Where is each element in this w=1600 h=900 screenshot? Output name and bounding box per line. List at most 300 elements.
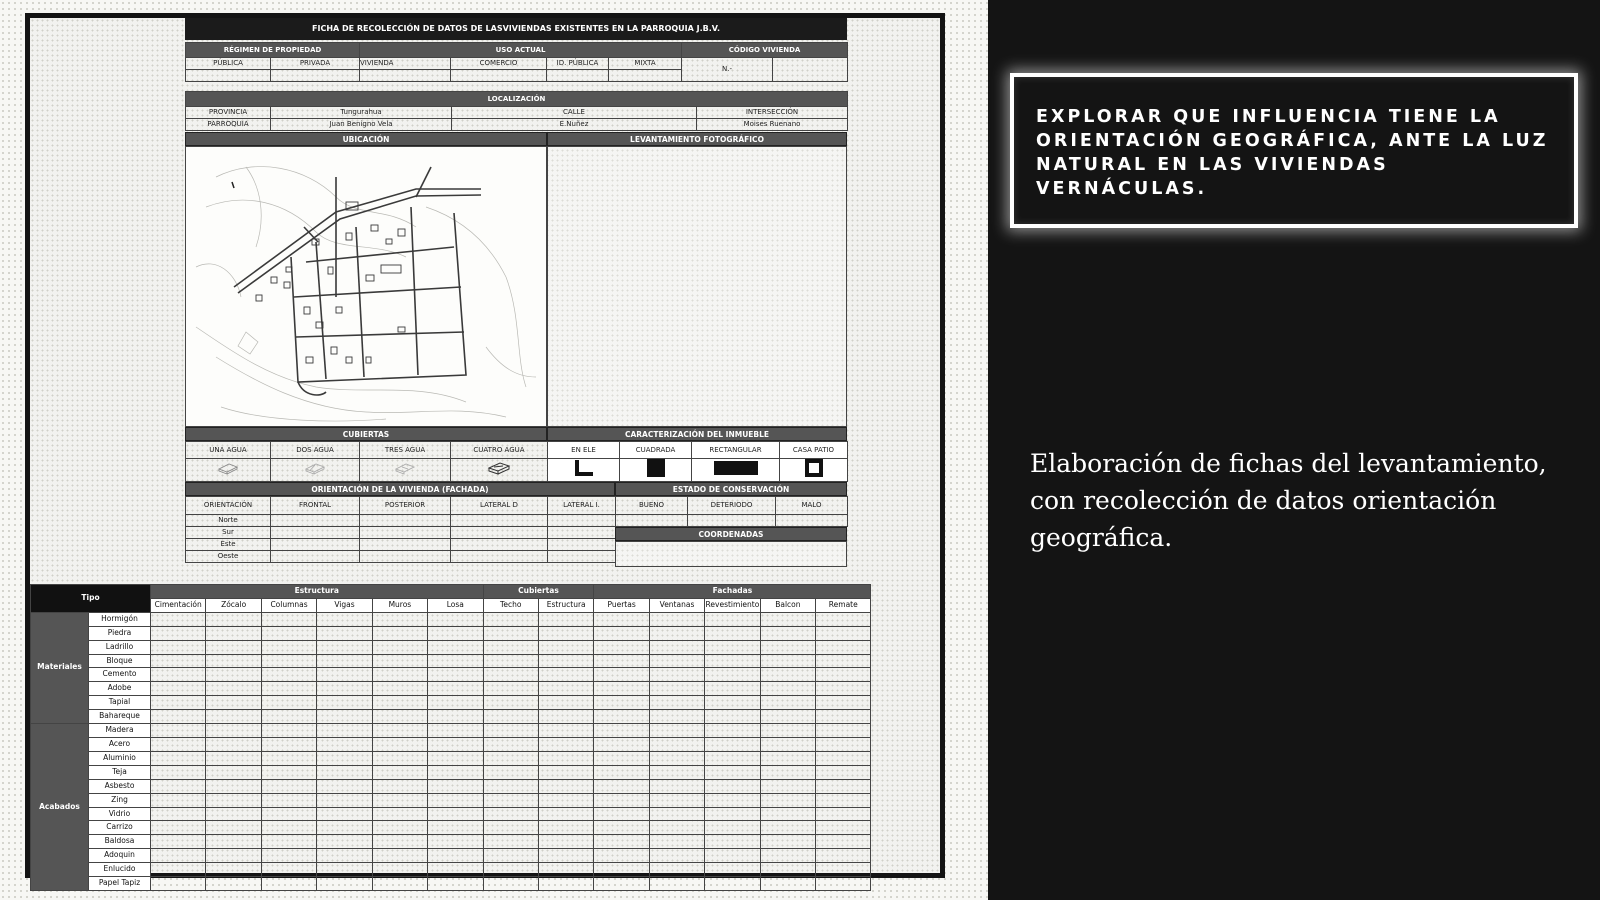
material-cell[interactable] [760, 737, 815, 751]
material-cell[interactable] [317, 612, 372, 626]
material-cell[interactable] [372, 682, 427, 696]
material-cell[interactable] [816, 654, 871, 668]
material-cell[interactable] [538, 849, 593, 863]
material-cell[interactable] [649, 612, 704, 626]
material-cell[interactable] [705, 835, 760, 849]
material-cell[interactable] [151, 710, 206, 724]
cubierta-dos-agua-option[interactable] [271, 459, 360, 482]
material-cell[interactable] [151, 863, 206, 877]
regimen-privada[interactable]: PRIVADA [271, 58, 360, 70]
material-cell[interactable] [206, 668, 261, 682]
orientacion-cell[interactable] [548, 551, 616, 563]
material-cell[interactable] [649, 807, 704, 821]
orientacion-cell[interactable] [360, 551, 451, 563]
material-cell[interactable] [538, 765, 593, 779]
material-cell[interactable] [261, 877, 316, 891]
material-cell[interactable] [538, 640, 593, 654]
material-cell[interactable] [538, 682, 593, 696]
material-cell[interactable] [428, 779, 483, 793]
material-cell[interactable] [483, 640, 538, 654]
material-cell[interactable] [705, 668, 760, 682]
uso-mixta-check[interactable] [609, 70, 682, 82]
orientacion-cell[interactable] [271, 551, 360, 563]
orientacion-cell[interactable] [360, 515, 451, 527]
material-cell[interactable] [760, 779, 815, 793]
orientacion-cell[interactable] [451, 539, 548, 551]
material-cell[interactable] [206, 821, 261, 835]
material-cell[interactable] [816, 710, 871, 724]
material-cell[interactable] [816, 668, 871, 682]
material-cell[interactable] [538, 654, 593, 668]
material-cell[interactable] [538, 612, 593, 626]
material-cell[interactable] [151, 696, 206, 710]
material-cell[interactable] [261, 793, 316, 807]
material-cell[interactable] [594, 807, 649, 821]
parroquia-value[interactable]: Juan Benigno Vela [271, 119, 452, 131]
material-cell[interactable] [538, 751, 593, 765]
material-cell[interactable] [705, 737, 760, 751]
material-cell[interactable] [428, 682, 483, 696]
material-cell[interactable] [428, 877, 483, 891]
material-cell[interactable] [372, 696, 427, 710]
material-cell[interactable] [649, 793, 704, 807]
material-cell[interactable] [538, 696, 593, 710]
material-cell[interactable] [594, 696, 649, 710]
material-cell[interactable] [428, 793, 483, 807]
material-cell[interactable] [261, 807, 316, 821]
material-cell[interactable] [538, 626, 593, 640]
material-cell[interactable] [538, 835, 593, 849]
provincia-value[interactable]: Tungurahua [271, 107, 452, 119]
orientacion-cell[interactable] [451, 551, 548, 563]
material-cell[interactable] [372, 612, 427, 626]
material-cell[interactable] [594, 654, 649, 668]
material-cell[interactable] [594, 849, 649, 863]
material-cell[interactable] [428, 724, 483, 738]
material-cell[interactable] [372, 877, 427, 891]
material-cell[interactable] [206, 696, 261, 710]
material-cell[interactable] [594, 835, 649, 849]
material-cell[interactable] [705, 696, 760, 710]
material-cell[interactable] [151, 626, 206, 640]
orientacion-cell[interactable] [451, 527, 548, 539]
material-cell[interactable] [206, 849, 261, 863]
material-cell[interactable] [649, 724, 704, 738]
material-cell[interactable] [261, 765, 316, 779]
interseccion-value[interactable]: Moises Ruenano [697, 119, 848, 131]
material-cell[interactable] [705, 765, 760, 779]
uso-comercio-check[interactable] [451, 70, 547, 82]
material-cell[interactable] [594, 640, 649, 654]
material-cell[interactable] [649, 737, 704, 751]
material-cell[interactable] [261, 626, 316, 640]
material-cell[interactable] [151, 779, 206, 793]
material-cell[interactable] [483, 835, 538, 849]
material-cell[interactable] [816, 779, 871, 793]
material-cell[interactable] [206, 807, 261, 821]
material-cell[interactable] [649, 849, 704, 863]
material-cell[interactable] [760, 751, 815, 765]
material-cell[interactable] [483, 626, 538, 640]
material-cell[interactable] [705, 821, 760, 835]
material-cell[interactable] [317, 835, 372, 849]
material-cell[interactable] [206, 654, 261, 668]
material-cell[interactable] [428, 807, 483, 821]
material-cell[interactable] [594, 751, 649, 765]
material-cell[interactable] [760, 612, 815, 626]
material-cell[interactable] [816, 877, 871, 891]
material-cell[interactable] [483, 654, 538, 668]
material-cell[interactable] [760, 626, 815, 640]
orientacion-cell[interactable] [548, 539, 616, 551]
material-cell[interactable] [261, 849, 316, 863]
material-cell[interactable] [538, 863, 593, 877]
material-cell[interactable] [705, 793, 760, 807]
material-cell[interactable] [261, 835, 316, 849]
material-cell[interactable] [317, 696, 372, 710]
orientacion-cell[interactable] [451, 515, 548, 527]
material-cell[interactable] [649, 710, 704, 724]
conservacion-bueno[interactable]: BUENO [616, 497, 688, 515]
conservacion-deteriodo[interactable]: DETERIODO [688, 497, 776, 515]
conservacion-malo-check[interactable] [776, 515, 848, 527]
orientacion-cell[interactable] [271, 527, 360, 539]
material-cell[interactable] [760, 654, 815, 668]
material-cell[interactable] [649, 654, 704, 668]
material-cell[interactable] [206, 682, 261, 696]
material-cell[interactable] [261, 640, 316, 654]
material-cell[interactable] [760, 793, 815, 807]
material-cell[interactable] [649, 779, 704, 793]
material-cell[interactable] [428, 821, 483, 835]
material-cell[interactable] [372, 626, 427, 640]
material-cell[interactable] [151, 654, 206, 668]
material-cell[interactable] [705, 612, 760, 626]
material-cell[interactable] [816, 737, 871, 751]
material-cell[interactable] [151, 612, 206, 626]
material-cell[interactable] [649, 751, 704, 765]
material-cell[interactable] [816, 751, 871, 765]
material-cell[interactable] [538, 737, 593, 751]
material-cell[interactable] [151, 668, 206, 682]
conservacion-bueno-check[interactable] [616, 515, 688, 527]
photo-placeholder[interactable] [547, 146, 847, 427]
material-cell[interactable] [649, 835, 704, 849]
material-cell[interactable] [428, 737, 483, 751]
material-cell[interactable] [483, 751, 538, 765]
material-cell[interactable] [816, 793, 871, 807]
material-cell[interactable] [760, 835, 815, 849]
material-cell[interactable] [594, 626, 649, 640]
material-cell[interactable] [428, 612, 483, 626]
material-cell[interactable] [261, 654, 316, 668]
material-cell[interactable] [705, 640, 760, 654]
coordenadas-field[interactable] [615, 541, 847, 567]
material-cell[interactable] [649, 863, 704, 877]
material-cell[interactable] [538, 807, 593, 821]
uso-id-publica[interactable]: ID. PÚBLICA [547, 58, 609, 70]
material-cell[interactable] [151, 807, 206, 821]
material-cell[interactable] [428, 710, 483, 724]
material-cell[interactable] [261, 751, 316, 765]
material-cell[interactable] [317, 863, 372, 877]
material-cell[interactable] [261, 737, 316, 751]
material-cell[interactable] [705, 863, 760, 877]
material-cell[interactable] [151, 724, 206, 738]
material-cell[interactable] [428, 835, 483, 849]
material-cell[interactable] [594, 682, 649, 696]
material-cell[interactable] [816, 821, 871, 835]
material-cell[interactable] [206, 640, 261, 654]
material-cell[interactable] [206, 737, 261, 751]
regimen-publica-check[interactable] [186, 70, 271, 82]
material-cell[interactable] [372, 737, 427, 751]
material-cell[interactable] [594, 710, 649, 724]
material-cell[interactable] [816, 640, 871, 654]
cubierta-una-agua-option[interactable] [186, 459, 271, 482]
material-cell[interactable] [649, 640, 704, 654]
material-cell[interactable] [760, 821, 815, 835]
material-cell[interactable] [261, 668, 316, 682]
material-cell[interactable] [261, 682, 316, 696]
material-cell[interactable] [816, 765, 871, 779]
orientacion-cell[interactable] [271, 539, 360, 551]
material-cell[interactable] [317, 793, 372, 807]
material-cell[interactable] [206, 612, 261, 626]
material-cell[interactable] [317, 877, 372, 891]
material-cell[interactable] [151, 737, 206, 751]
material-cell[interactable] [483, 779, 538, 793]
orientacion-cell[interactable] [548, 515, 616, 527]
material-cell[interactable] [372, 751, 427, 765]
material-cell[interactable] [705, 751, 760, 765]
conservacion-malo[interactable]: MALO [776, 497, 848, 515]
material-cell[interactable] [372, 710, 427, 724]
material-cell[interactable] [816, 724, 871, 738]
material-cell[interactable] [816, 835, 871, 849]
material-cell[interactable] [760, 640, 815, 654]
material-cell[interactable] [261, 696, 316, 710]
material-cell[interactable] [705, 710, 760, 724]
material-cell[interactable] [206, 765, 261, 779]
material-cell[interactable] [151, 682, 206, 696]
material-cell[interactable] [594, 668, 649, 682]
forma-rectangular-option[interactable] [692, 459, 780, 482]
material-cell[interactable] [649, 821, 704, 835]
material-cell[interactable] [816, 612, 871, 626]
material-cell[interactable] [816, 849, 871, 863]
material-cell[interactable] [483, 710, 538, 724]
material-cell[interactable] [372, 724, 427, 738]
material-cell[interactable] [372, 779, 427, 793]
material-cell[interactable] [317, 654, 372, 668]
material-cell[interactable] [705, 877, 760, 891]
material-cell[interactable] [372, 640, 427, 654]
material-cell[interactable] [705, 724, 760, 738]
uso-comercio[interactable]: COMERCIO [451, 58, 547, 70]
material-cell[interactable] [483, 793, 538, 807]
material-cell[interactable] [317, 668, 372, 682]
material-cell[interactable] [372, 821, 427, 835]
material-cell[interactable] [372, 807, 427, 821]
cubierta-tres-agua-option[interactable] [360, 459, 451, 482]
material-cell[interactable] [594, 724, 649, 738]
material-cell[interactable] [261, 710, 316, 724]
material-cell[interactable] [594, 612, 649, 626]
material-cell[interactable] [594, 765, 649, 779]
material-cell[interactable] [317, 849, 372, 863]
material-cell[interactable] [483, 612, 538, 626]
material-cell[interactable] [261, 779, 316, 793]
material-cell[interactable] [538, 668, 593, 682]
material-cell[interactable] [705, 682, 760, 696]
material-cell[interactable] [261, 821, 316, 835]
material-cell[interactable] [428, 751, 483, 765]
material-cell[interactable] [317, 779, 372, 793]
material-cell[interactable] [649, 765, 704, 779]
material-cell[interactable] [317, 640, 372, 654]
material-cell[interactable] [428, 626, 483, 640]
codigo-empty-cell[interactable] [773, 58, 848, 82]
material-cell[interactable] [483, 682, 538, 696]
material-cell[interactable] [428, 863, 483, 877]
orientacion-cell[interactable] [360, 539, 451, 551]
material-cell[interactable] [483, 849, 538, 863]
material-cell[interactable] [206, 779, 261, 793]
material-cell[interactable] [538, 724, 593, 738]
material-cell[interactable] [483, 807, 538, 821]
material-cell[interactable] [705, 849, 760, 863]
material-cell[interactable] [594, 737, 649, 751]
regimen-publica[interactable]: PÚBLICA [186, 58, 271, 70]
material-cell[interactable] [206, 863, 261, 877]
material-cell[interactable] [317, 821, 372, 835]
material-cell[interactable] [705, 654, 760, 668]
material-cell[interactable] [206, 835, 261, 849]
material-cell[interactable] [760, 668, 815, 682]
material-cell[interactable] [705, 626, 760, 640]
forma-cuadrada-option[interactable] [620, 459, 692, 482]
material-cell[interactable] [816, 626, 871, 640]
material-cell[interactable] [649, 682, 704, 696]
material-cell[interactable] [649, 696, 704, 710]
material-cell[interactable] [538, 710, 593, 724]
material-cell[interactable] [483, 724, 538, 738]
material-cell[interactable] [816, 863, 871, 877]
material-cell[interactable] [317, 710, 372, 724]
cubierta-cuatro-agua-option[interactable] [451, 459, 548, 482]
material-cell[interactable] [372, 835, 427, 849]
material-cell[interactable] [760, 724, 815, 738]
material-cell[interactable] [372, 668, 427, 682]
material-cell[interactable] [760, 765, 815, 779]
material-cell[interactable] [649, 626, 704, 640]
material-cell[interactable] [151, 765, 206, 779]
material-cell[interactable] [317, 751, 372, 765]
material-cell[interactable] [151, 849, 206, 863]
calle-value[interactable]: E.Nuñez [452, 119, 697, 131]
orientacion-cell[interactable] [271, 515, 360, 527]
material-cell[interactable] [760, 849, 815, 863]
material-cell[interactable] [428, 668, 483, 682]
material-cell[interactable] [317, 807, 372, 821]
material-cell[interactable] [760, 682, 815, 696]
material-cell[interactable] [206, 877, 261, 891]
forma-en-ele-option[interactable] [548, 459, 620, 482]
material-cell[interactable] [816, 682, 871, 696]
orientacion-cell[interactable] [548, 527, 616, 539]
material-cell[interactable] [483, 765, 538, 779]
material-cell[interactable] [483, 737, 538, 751]
material-cell[interactable] [705, 807, 760, 821]
material-cell[interactable] [372, 765, 427, 779]
material-cell[interactable] [151, 835, 206, 849]
material-cell[interactable] [372, 793, 427, 807]
forma-casa-patio-option[interactable] [780, 459, 848, 482]
uso-mixta[interactable]: MIXTA [609, 58, 682, 70]
material-cell[interactable] [816, 807, 871, 821]
material-cell[interactable] [151, 793, 206, 807]
uso-vivienda[interactable]: VIVIENDA [360, 58, 451, 70]
material-cell[interactable] [206, 751, 261, 765]
material-cell[interactable] [206, 793, 261, 807]
material-cell[interactable] [206, 626, 261, 640]
material-cell[interactable] [317, 765, 372, 779]
material-cell[interactable] [372, 654, 427, 668]
material-cell[interactable] [428, 640, 483, 654]
material-cell[interactable] [206, 710, 261, 724]
conservacion-deteriodo-check[interactable] [688, 515, 776, 527]
material-cell[interactable] [649, 877, 704, 891]
material-cell[interactable] [594, 779, 649, 793]
material-cell[interactable] [594, 877, 649, 891]
material-cell[interactable] [594, 863, 649, 877]
material-cell[interactable] [206, 724, 261, 738]
material-cell[interactable] [760, 877, 815, 891]
material-cell[interactable] [261, 863, 316, 877]
material-cell[interactable] [594, 821, 649, 835]
material-cell[interactable] [483, 863, 538, 877]
material-cell[interactable] [760, 807, 815, 821]
material-cell[interactable] [538, 779, 593, 793]
material-cell[interactable] [760, 696, 815, 710]
material-cell[interactable] [317, 626, 372, 640]
material-cell[interactable] [261, 724, 316, 738]
material-cell[interactable] [317, 737, 372, 751]
material-cell[interactable] [760, 863, 815, 877]
material-cell[interactable] [538, 877, 593, 891]
material-cell[interactable] [317, 682, 372, 696]
material-cell[interactable] [538, 821, 593, 835]
material-cell[interactable] [428, 765, 483, 779]
material-cell[interactable] [483, 821, 538, 835]
material-cell[interactable] [483, 696, 538, 710]
material-cell[interactable] [428, 696, 483, 710]
codigo-value[interactable]: N.- [682, 58, 773, 82]
material-cell[interactable] [816, 696, 871, 710]
material-cell[interactable] [151, 877, 206, 891]
material-cell[interactable] [151, 751, 206, 765]
material-cell[interactable] [760, 710, 815, 724]
material-cell[interactable] [538, 793, 593, 807]
material-cell[interactable] [428, 849, 483, 863]
orientacion-cell[interactable] [360, 527, 451, 539]
regimen-privada-check[interactable] [271, 70, 360, 82]
material-cell[interactable] [705, 779, 760, 793]
material-cell[interactable] [483, 668, 538, 682]
material-cell[interactable] [594, 793, 649, 807]
material-cell[interactable] [372, 849, 427, 863]
